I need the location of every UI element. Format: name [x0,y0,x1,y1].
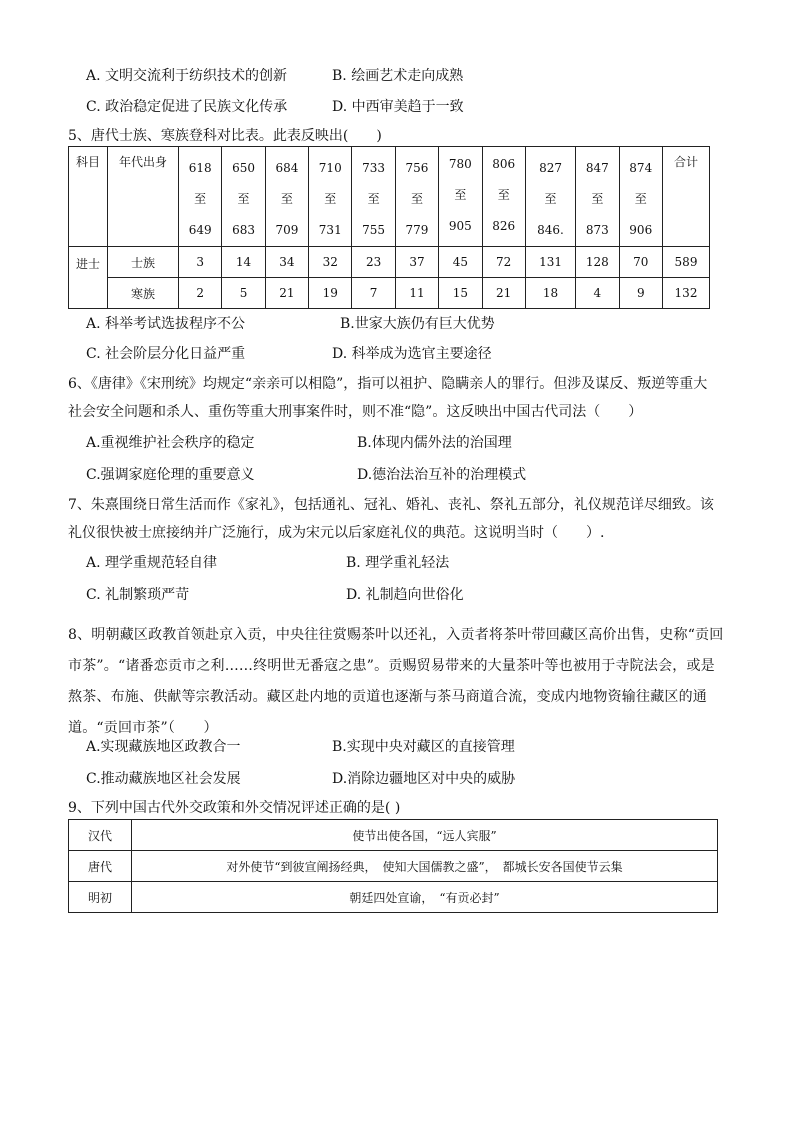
row-label: 寒族 [108,278,179,309]
dynasty-cell: 明初 [69,882,132,913]
q7-option-c: C. 礼制繁琐严苛 [86,587,190,603]
q6-line-1: 6、《唐律》《宋刑统》均规定“亲亲可以相隐”，指可以祖护、隐瞒亲人的罪行。但涉及谋反、叛逆等重大 [68,376,708,392]
table-cell: 19 [309,278,352,309]
q7-line-2: 礼仪很快被士庶接纳并广泛施行，成为宋元以后家庭礼仪的典范。这说明当时（ ）. [68,525,605,541]
q6-option-b: B.体现内儒外法的治国理 [357,435,512,451]
q8-paragraph: 8、明朝藏区政教首领赴京入贡，中央往往赏赐茶叶以还礼，入贡者将茶叶带回藏区高价出售，史称“贡回市茶”。“诸番恋贡市之利……终明世无番寇之患”。贡赐贸易带来的大量茶叶等也被用于寺院法会，或是熬茶、布施、供献等宗教活动。藏区赴内地的贡道也逐渐与茶马商道合流，变成内地物资输往藏区的通道。“贡回市茶”（ ） [68,627,724,736]
desc-cell: 朝廷四处宣谕， “有贡必封” [132,882,718,913]
q6-option-a: A.重视维护社会秩序的稳定 [86,435,255,451]
q7-option-a: A. 理学重规范轻自律 [86,555,218,571]
table-cell: 32 [309,247,352,278]
q6-option-c: C.强调家庭伦理的重要意义 [86,467,255,483]
period-col: 780 至 905 [439,147,482,247]
period-col: 733 至 755 [352,147,395,247]
table-cell: 7 [352,278,395,309]
table-cell: 9 [619,278,662,309]
table-cell: 5 [222,278,265,309]
period-col: 684 至 709 [265,147,308,247]
q5-option-b: B.世家大族仍有巨大优势 [340,316,495,332]
q7-line-1: 7、朱熹围绕日常生活而作《家礼》，包括通礼、冠礼、婚礼、丧礼、祭礼五部分，礼仪规范详尽细致。该 [68,497,714,513]
q8-option-c: C.推动藏族地区社会发展 [86,771,241,787]
q4-option-b: B. 绘画艺术走向成熟 [332,68,464,84]
q7-option-b: B. 理学重礼轻法 [346,555,450,571]
q7-option-d: D. 礼制趋向世俗化 [346,587,464,603]
period-col: 710 至 731 [309,147,352,247]
period-col: 874 至 906 [619,147,662,247]
subject-header: 科目 [69,147,108,247]
subject-cell: 进士 [69,247,108,309]
dynasty-cell: 唐代 [69,851,132,882]
table-cell: 18 [525,278,575,309]
table-cell: 34 [265,247,308,278]
q9-stem: 9、下列中国古代外交政策和外交情况评述正确的是( ) [68,800,401,816]
desc-cell: 使节出使各国，“远人宾服” [132,820,718,851]
dynasty-cell: 汉代 [69,820,132,851]
period-header: 年代出身 [108,147,179,247]
q4-option-a: A. 文明交流利于纺织技术的创新 [86,68,288,84]
table-cell: 72 [482,247,525,278]
q5-table [68,146,710,309]
q9-table [68,819,718,913]
total-header: 合计 [663,147,710,247]
table-cell: 2 [179,278,222,309]
period-col: 827 至 846. [525,147,575,247]
table-cell: 21 [265,278,308,309]
period-col: 650 至 683 [222,147,265,247]
q4-option-c: C. 政治稳定促进了民族文化传承 [86,99,288,115]
table-cell: 14 [222,247,265,278]
q5-option-a: A. 科举考试选拔程序不公 [86,316,246,332]
q8-option-a: A.实现藏族地区政教合一 [86,739,241,755]
q6-option-d: D.德治法治互补的治理模式 [357,467,527,483]
period-col: 756 至 779 [395,147,438,247]
q8-option-d: D.消除边疆地区对中央的威胁 [332,771,516,787]
table-cell-total: 589 [663,247,710,278]
table-cell: 45 [439,247,482,278]
q6-line-2: 社会安全问题和杀人、重伤等重大刑事案件时，则不准“隐”。这反映出中国古代司法（ ） [68,404,643,420]
q5-option-d: D. 科举成为选官主要途径 [332,346,492,362]
table-cell: 37 [395,247,438,278]
q8-option-b: B.实现中央对藏区的直接管理 [332,739,515,755]
table-cell: 131 [525,247,575,278]
q5-option-c: C. 社会阶层分化日益严重 [86,346,246,362]
table-cell: 21 [482,278,525,309]
period-col: 806 至 826 [482,147,525,247]
period-col: 847 至 873 [576,147,619,247]
table-cell: 15 [439,278,482,309]
table-cell: 128 [576,247,619,278]
row-label: 士族 [108,247,179,278]
desc-cell: 对外使节“到彼宣阐扬经典， 使知大国儒教之盛”， 都城长安各国使节云集 [132,851,718,882]
table-cell: 3 [179,247,222,278]
table-cell: 4 [576,278,619,309]
q5-stem: 5、唐代士族、寒族登科对比表。此表反映出( ) [68,128,382,144]
table-cell-total: 132 [663,278,710,309]
period-col: 618 至 649 [179,147,222,247]
table-cell: 70 [619,247,662,278]
table-cell: 23 [352,247,395,278]
table-cell: 11 [395,278,438,309]
q4-option-d: D. 中西审美趋于一致 [332,99,464,115]
